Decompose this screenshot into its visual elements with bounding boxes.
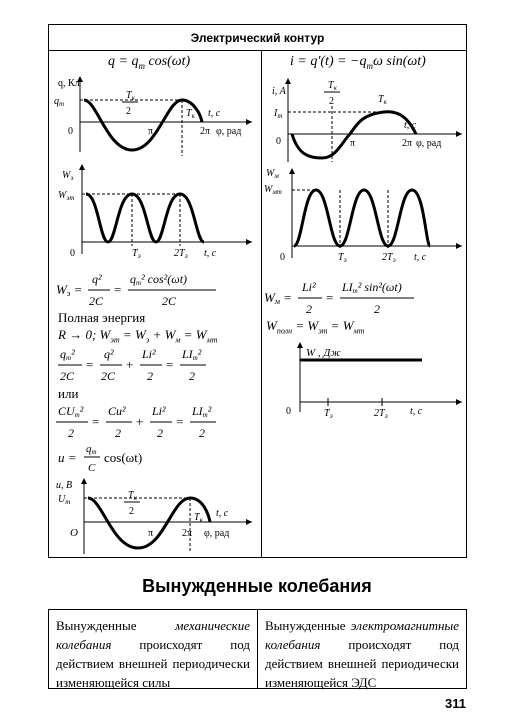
graph-i-ymax: $I_m$ <box>274 108 283 120</box>
svg-text:q²: q² <box>92 272 102 286</box>
graph-u-tk: $T_к$ <box>194 512 203 524</box>
svg-text:LIm² sin²(ωt): LIm² sin²(ωt) <box>342 280 402 295</box>
svg-text:Cu²: Cu² <box>108 404 126 418</box>
svg-text:=: = <box>114 282 122 297</box>
section-title: Вынужденные колебания <box>142 576 372 596</box>
svg-text:2: 2 <box>306 302 312 316</box>
graph-u-origin: O <box>70 527 78 539</box>
graph-u-philabel: φ, рад <box>204 528 230 539</box>
svg-text:LIm²: LIm² <box>182 347 202 362</box>
graph-i-pi: π <box>350 138 356 149</box>
graph-We-tlabel: t, c <box>204 248 217 259</box>
graph-q-tk: $T_к$ <box>186 108 195 120</box>
graph-Wm-t2: $2T_э$ <box>382 252 396 264</box>
graph-Wm-tlabel: t, c <box>414 252 427 263</box>
graph-Wm-ylabel: $W_м$ <box>266 168 279 180</box>
formula-q: $q = q_m$ cos(ωt) <box>108 54 191 71</box>
graph-We-ymax: $W_{эm}$ <box>58 190 75 202</box>
svg-text:2: 2 <box>157 426 163 440</box>
formula-full: $W_{полн} = W_{эт} = W_{мт}$ <box>266 318 365 336</box>
forced-oscillations-table <box>48 609 467 689</box>
graph-u-ylabel: u, B <box>56 480 73 491</box>
svg-text:2C: 2C <box>101 369 116 383</box>
graph-i-2pi: 2π <box>402 138 413 149</box>
graph-u-tlabel: t, c <box>216 508 229 519</box>
graph-W-t2: $2T_э$ <box>374 408 388 420</box>
graph-q-pi: π <box>148 126 154 137</box>
graph-i-period: $T_к$ <box>328 80 337 92</box>
graph-Wm-origin: 0 <box>280 252 285 263</box>
graph-u-period: $T_к$ <box>128 490 137 502</box>
svg-text:Li²: Li² <box>302 280 316 294</box>
svg-text:Li²: Li² <box>142 347 156 361</box>
graph-q-origin: 0 <box>68 126 73 137</box>
graph-i <box>262 72 467 164</box>
graph-u-half: 2 <box>129 506 134 517</box>
graph-i-tk: $T_к$ <box>378 94 387 106</box>
svg-text:Wэ =: Wэ = <box>56 282 83 298</box>
graph-q-half: 2 <box>126 106 131 117</box>
svg-text:=: = <box>92 414 100 429</box>
svg-text:2: 2 <box>189 369 195 383</box>
svg-text:2: 2 <box>199 426 205 440</box>
svg-text:qm: qm <box>86 443 97 456</box>
svg-text:2: 2 <box>115 426 121 440</box>
svg-text:Li²: Li² <box>152 404 166 418</box>
svg-text:=: = <box>176 414 184 429</box>
table-cell-mechanical: Вынужденные механические колебания происходят под действием внешней периодически изменяющейся силы <box>49 610 258 688</box>
formula-Wm <box>264 276 464 320</box>
graph-W <box>262 340 467 420</box>
svg-text:u =: u = <box>58 450 77 465</box>
svg-text:2C: 2C <box>60 369 75 383</box>
svg-text:2C: 2C <box>89 294 104 308</box>
svg-text:qm²: qm² <box>60 347 75 362</box>
svg-text:2: 2 <box>374 302 380 316</box>
graph-i-origin: 0 <box>276 136 281 147</box>
full-energy-label: Полная энергия <box>58 310 146 325</box>
svg-text:C: C <box>88 462 96 474</box>
graph-We-t2: $2T_э$ <box>174 248 188 260</box>
graph-W-t1: $T_э$ <box>324 408 333 420</box>
graph-Wm <box>262 164 467 264</box>
graph-q-tlabel: t, c <box>208 108 221 119</box>
graph-i-half: 2 <box>329 96 334 107</box>
svg-text:qm² cos²(ωt): qm² cos²(ωt) <box>130 272 188 287</box>
graph-q-ymax: $q_m$ <box>54 96 65 108</box>
energy-equation-2 <box>56 400 256 444</box>
svg-text:2: 2 <box>147 369 153 383</box>
svg-text:CUm²: CUm² <box>58 404 84 419</box>
graph-q-philabel: φ, рад <box>216 126 242 137</box>
graph-W-origin: 0 <box>286 406 291 417</box>
graph-W-ylabel: W , Дж <box>306 347 341 359</box>
formula-i: $i = q'(t) = -q_m\omega$ sin(ωt) <box>290 54 426 71</box>
svg-text:=: = <box>326 290 334 305</box>
svg-text:+: + <box>136 414 144 429</box>
graph-i-philabel: φ, рад <box>416 138 442 149</box>
svg-text:q²: q² <box>104 347 114 361</box>
graph-Wm-t1: $T_э$ <box>338 252 347 264</box>
svg-text:=: = <box>86 357 94 372</box>
svg-text:cos(ωt): cos(ωt) <box>104 450 143 465</box>
table-cell-electromagnetic: Вынужденные электромагнитные колебания происходят под действием внешней периодически изменяющейся ЭДС <box>265 618 459 690</box>
box-title: Электрический контур <box>49 25 466 51</box>
graph-q-2pi: 2π <box>200 126 211 137</box>
graph-We-t1: $T_э$ <box>132 248 141 260</box>
svg-text:+: + <box>126 357 134 372</box>
graph-u <box>52 474 257 556</box>
graph-We <box>52 160 257 260</box>
graph-i-ylabel: i, A <box>272 86 286 97</box>
svg-text:2C: 2C <box>162 294 177 308</box>
formula-We <box>56 268 256 312</box>
page-number: 311 <box>445 696 466 711</box>
graph-We-ylabel: $W_э$ <box>62 170 74 182</box>
graph-W-tlabel: t, c <box>410 406 423 417</box>
graph-q <box>52 72 257 157</box>
graph-Wm-ymax: $W_{мт}$ <box>264 184 282 196</box>
graph-u-ymax: $U_m$ <box>58 494 71 506</box>
svg-text:Wм =: Wм = <box>264 290 292 306</box>
or-label: или <box>58 386 79 401</box>
svg-text:2: 2 <box>68 426 74 440</box>
graph-u-pi: π <box>148 528 154 539</box>
graph-We-origin: 0 <box>70 248 75 259</box>
graph-u-2pi: 2π <box>182 528 193 539</box>
energy-condition: R → 0; $W_{эm} = W_э + W_м = W_{мт}$ <box>58 327 218 345</box>
svg-text:=: = <box>166 357 174 372</box>
graph-i-tlabel: t, c <box>404 120 417 131</box>
svg-text:LIm²: LIm² <box>192 404 212 419</box>
graph-q-ylabel: q, Кл <box>58 78 80 89</box>
graph-q-period: $T_к$ <box>126 90 135 102</box>
energy-equation-1 <box>56 343 256 387</box>
